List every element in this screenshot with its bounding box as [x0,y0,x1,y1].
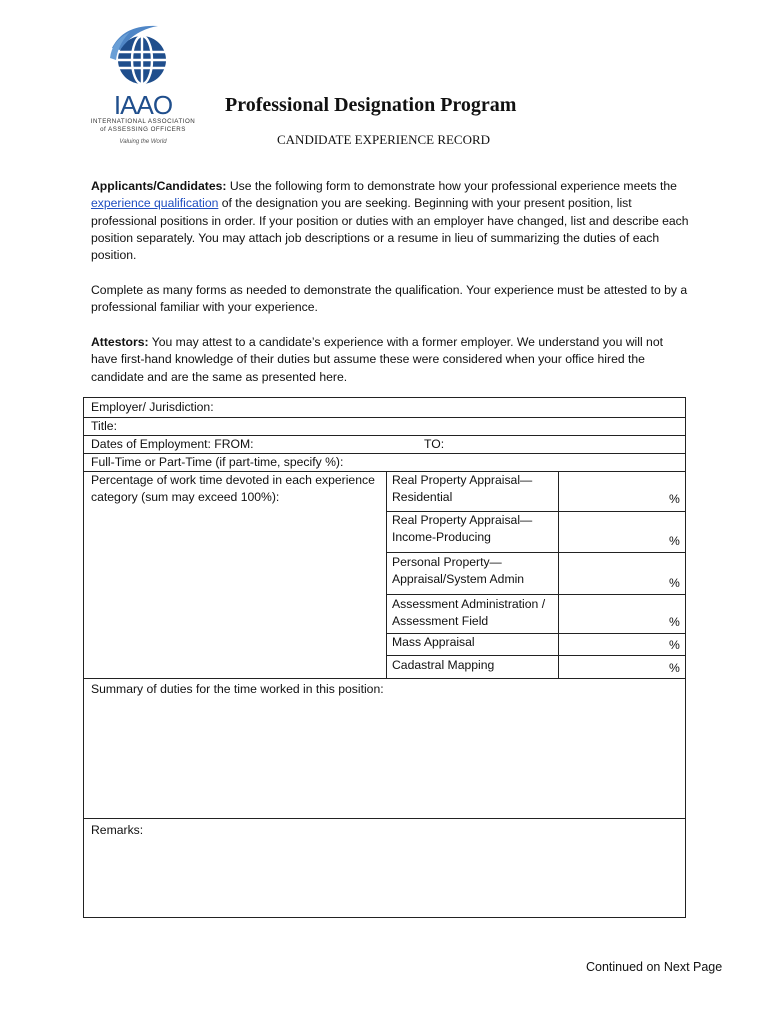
summary-label: Summary of duties for the time worked in this position: [91,682,384,696]
category-percent-field[interactable]: % [669,492,680,506]
category-percent-field[interactable]: % [669,534,680,548]
category-line [386,594,685,595]
globe-icon [82,18,202,98]
applicants-paragraph [91,178,691,264]
summary-field[interactable] [84,679,685,818]
fulltime-label: Full-Time or Part-Time (if part-time, specify %): [91,455,344,469]
title-label: Title: [91,419,117,433]
applicants-text-2: of the designation you are seeking. Beginning with your present position, list professional positions in order. If your position or duties with an employer have changed, list and describe each position separately. You may attach job descriptions or a resume in lieu of summarizing the duties of each position. [91,196,689,263]
attestors-label: Attestors: [91,335,149,349]
category-label: Personal Property— Appraisal/System Admin [392,555,525,586]
category-line [386,655,685,656]
continued-footer: Continued on Next Page [586,960,723,974]
document-title: Professional Designation Program [225,94,517,116]
percentage-label: Percentage of work time devoted in each experience category (sum may exceed 100%): [91,473,375,504]
category-percent-field[interactable]: % [669,661,680,675]
employer-field[interactable] [84,398,685,418]
remarks-field[interactable] [84,819,685,917]
logo-abbr: IAAO [113,90,173,120]
category-line [386,552,685,553]
document-subtitle: CANDIDATE EXPERIENCE RECORD [277,132,491,147]
logo-text [83,92,203,145]
title-field[interactable] [84,417,685,436]
attestors-text: You may attest to a candidate’s experience with a former employer. We understand you will not have first-hand knowledge of their duties but assume these were considered when your office hired the candidate and are the same as presented here. [91,335,663,384]
logo-line-2: of ASSESSING OFFICERS [100,126,186,133]
complete-paragraph: Complete as many forms as needed to demonstrate the qualification. Your experience must be attested to by a professional familiar with your experience. [91,283,688,315]
category-percent-field[interactable]: % [669,576,680,590]
dates-field[interactable] [84,435,685,454]
remarks-label: Remarks: [91,823,144,837]
experience-form [83,397,686,918]
experience-qualification-link[interactable]: experience qualification [91,196,219,211]
logo-line-1: INTERNATIONAL ASSOCIATION [90,118,196,125]
category-label: Real Property Appraisal— Income-Producing [392,513,533,544]
category-divider-right [558,471,559,678]
category-label: Assessment Administration / Assessment Field [392,597,546,628]
applicants-label: Applicants/Candidates: [91,179,227,193]
category-percent-field[interactable]: % [669,638,680,652]
dates-from-label: Dates of Employment: FROM: [91,437,254,451]
category-divider-left [386,471,387,678]
dates-to-label: TO: [424,437,445,451]
attestors-paragraph [91,334,691,386]
employer-label: Employer/ Jurisdiction: [91,400,214,414]
category-label: Cadastral Mapping [392,658,495,672]
fulltime-field[interactable] [84,453,685,472]
category-label: Mass Appraisal [392,635,475,649]
logo-tagline: Valuing the World [119,139,167,145]
category-percent-field[interactable]: % [669,615,680,629]
applicants-text-1: Use the following form to demonstrate how your professional experience meets the [226,179,677,193]
category-label: Real Property Appraisal— Residential [392,473,533,504]
